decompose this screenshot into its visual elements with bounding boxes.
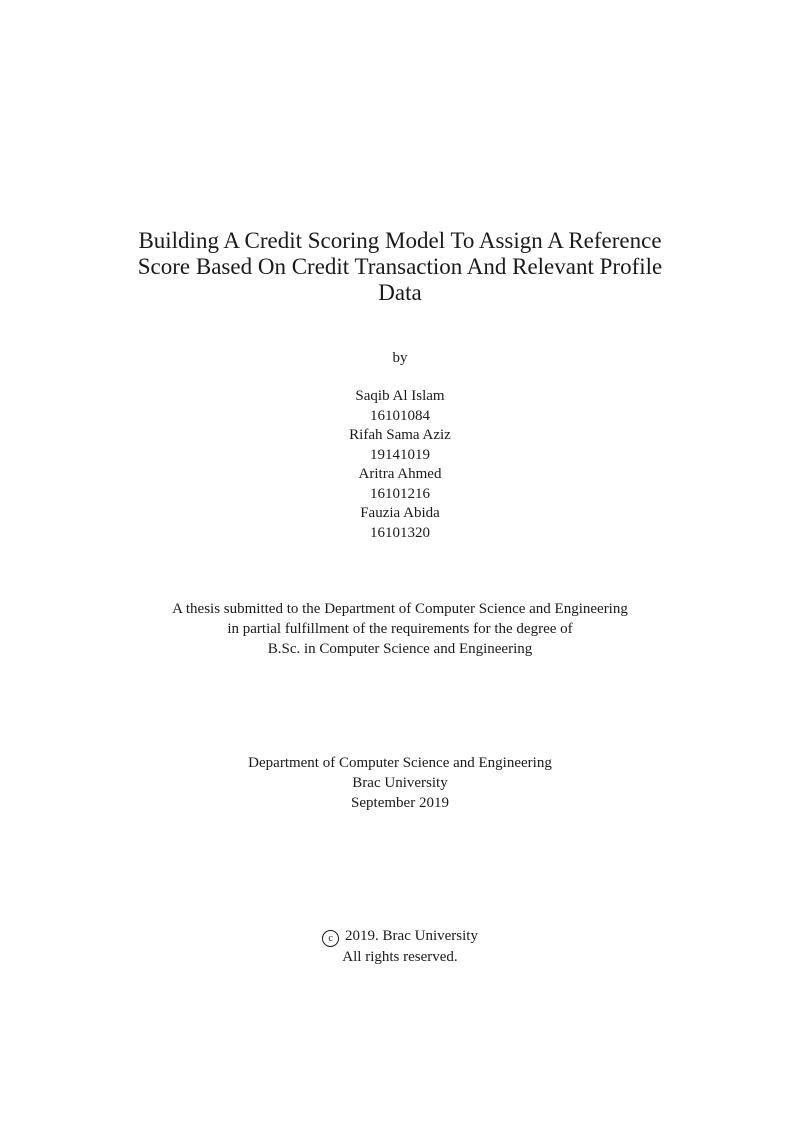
author-name: Saqib Al Islam bbox=[355, 388, 445, 404]
author-id: 16101320 bbox=[370, 524, 430, 541]
submission-line-3: B.Sc. in Computer Science and Engineering bbox=[267, 641, 533, 657]
title-line-3: Data bbox=[378, 280, 422, 305]
author-id: 16101216 bbox=[370, 485, 430, 502]
author-id: 16101084 bbox=[370, 407, 430, 424]
rights-statement: All rights reserved. bbox=[342, 949, 458, 965]
author-name: Aritra Ahmed bbox=[358, 466, 442, 482]
submission-date: September 2019 bbox=[351, 795, 449, 811]
submission-line-1: A thesis submitted to the Department of Computer Science and Engineering bbox=[172, 601, 628, 617]
copyright-icon: c bbox=[322, 930, 339, 947]
copyright-text: 2019. Brac University bbox=[345, 928, 478, 944]
copyright-block bbox=[0, 926, 800, 967]
by-label: by bbox=[392, 350, 408, 366]
department-name: Department of Computer Science and Engineering bbox=[248, 755, 552, 771]
author-name: Fauzia Abida bbox=[360, 505, 440, 521]
university-name: Brac University bbox=[352, 775, 448, 791]
title-line-2: Score Based On Credit Transaction And Relevant Profile bbox=[137, 254, 663, 279]
title-line-1: Building A Credit Scoring Model To Assign A Reference bbox=[138, 228, 662, 253]
submission-line-2: in partial fulfillment of the requirements for the degree of bbox=[227, 621, 573, 637]
author-name: Rifah Sama Aziz bbox=[349, 427, 451, 443]
thesis-title bbox=[0, 228, 800, 306]
author-id: 19141019 bbox=[370, 446, 430, 463]
author-list bbox=[0, 387, 800, 543]
copyright-line bbox=[0, 926, 800, 947]
submission-statement bbox=[0, 599, 800, 659]
affiliation-block bbox=[0, 753, 800, 813]
